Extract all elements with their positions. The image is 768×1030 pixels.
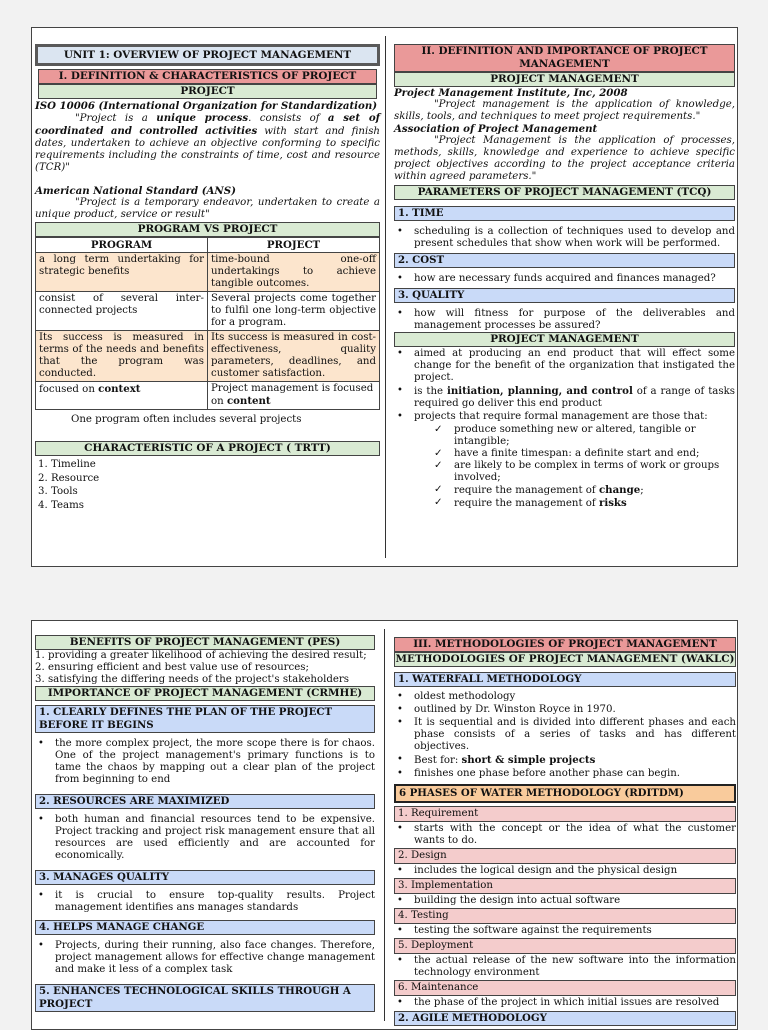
table-cell: time-bound one-off undertakings to achieve tangible outcomes. xyxy=(208,253,380,292)
pm-section-label: PROJECT MANAGEMENT xyxy=(394,332,735,347)
cost-list xyxy=(394,273,735,285)
pmi-quote: "Project management is the application of knowledge, skills, tools, and techniques to meet project requirements." xyxy=(394,99,735,122)
waklc-title: METHODOLOGIES OF PROJECT MANAGEMENT (WAKLC) xyxy=(395,653,735,665)
trtt-title: CHARACTERISTIC OF A PROJECT ( TRTT) xyxy=(35,441,380,456)
importance-heading-4: 4. HELPS MANAGE CHANGE xyxy=(35,920,375,935)
list-item: • is the initiation, planning, and control of a range of tasks required go deliver this end product xyxy=(394,385,735,410)
list-item: • the actual release of the new software into the information technology environment xyxy=(394,955,736,979)
crmhe-title: IMPORTANCE OF PROJECT MANAGEMENT (CRMHE) xyxy=(35,686,375,701)
list-item: • starts with the concept or the idea of what the customer wants to do. xyxy=(394,823,736,847)
tcq-title: PARAMETERS OF PROJECT MANAGEMENT (TCQ) xyxy=(394,185,735,200)
checklist-item: ✓ require the management of risks xyxy=(434,497,735,510)
checklist-item: ✓ produce something new or altered, tangible or intangible; xyxy=(434,424,735,448)
list-item: • aimed at producing an end product that will effect some change for the benefit of the organization that instigated the project. xyxy=(394,348,735,384)
phase-list xyxy=(394,955,736,979)
iso-quote: "Project is a unique process. consists of a set of coordinated and controlled activities with start and finish dates, undertaken to achieve an objective conforming to specific requirements including the constraints of time, cost and resource (TCR)" xyxy=(35,112,380,173)
waterfall-list xyxy=(394,691,736,780)
list-item: • how will fitness for purpose of the deliverables and management processes be assured? xyxy=(394,308,735,332)
list-item: • the phase of the project in which initial issues are resolved xyxy=(394,997,736,1009)
cost-heading: 2. COST xyxy=(394,253,735,268)
apm-quote: "Project Management is the application of processes, methods, skills, knowledge and experience to achieve specific project objectives according to the project acceptance criteria within agreed parameters." xyxy=(394,135,735,182)
page2-left-column xyxy=(35,635,375,1012)
page2-right-column xyxy=(394,637,736,1026)
trtt-list xyxy=(35,458,380,512)
importance-heading-3: 3. MANAGES QUALITY xyxy=(35,870,375,885)
table-header-program: PROGRAM xyxy=(36,238,208,253)
list-item: 3. Tools xyxy=(38,486,78,497)
importance-heading-5: 5. ENHANCES TECHNOLOGICAL SKILLS THROUGH A PROJECT xyxy=(35,984,375,1012)
phase-heading-maintenance: 6. Maintenance xyxy=(394,980,736,996)
list-item: • both human and financial resources tend to be expensive. Project tracking and project risk management ensure that all resources are used efficiently and are accounted for economically. xyxy=(35,814,375,862)
unit-title: UNIT 1: OVERVIEW OF PROJECT MANAGEMENT xyxy=(35,44,380,66)
phase-list xyxy=(394,925,736,937)
importance-list-4 xyxy=(35,940,375,976)
page1-right-column xyxy=(394,44,735,510)
phase-list xyxy=(394,865,736,877)
program-vs-project-table xyxy=(35,237,380,410)
list-item: • testing the software against the requirements xyxy=(394,925,736,937)
time-heading: 1. TIME xyxy=(394,206,735,221)
importance-list-2 xyxy=(35,814,375,862)
table-row xyxy=(36,331,380,382)
list-item: • It is sequential and is divided into different phases and each phase consists of a series of tasks and has different objectives. xyxy=(394,717,736,753)
pes-title: BENEFITS OF PROJECT MANAGEMENT (PES) xyxy=(35,635,375,650)
table-header-project: PROJECT xyxy=(208,238,380,253)
checklist-item: ✓ require the management of change; xyxy=(434,484,735,497)
phase-heading-implementation: 3. Implementation xyxy=(394,878,736,894)
apm-source: Association of Project Management xyxy=(394,123,598,135)
list-item: 1. providing a greater likelihood of achieving the desired result; xyxy=(35,650,367,661)
table-row xyxy=(36,382,380,410)
list-item: • outlined by Dr. Winston Royce in 1970. xyxy=(394,704,736,716)
table-cell: a long term undertaking for strategic benefits xyxy=(36,253,208,292)
project-label: PROJECT xyxy=(38,84,377,99)
ans-quote: "Project is a temporary endeavor, undertaken to create a unique product, service or result" xyxy=(35,197,380,220)
list-item: 3. satisfying the differing needs of the project's stakeholders xyxy=(35,674,350,685)
quality-heading: 3. QUALITY xyxy=(394,288,735,303)
document-page-2 xyxy=(31,620,738,1030)
list-item: • building the design into actual software xyxy=(394,895,736,907)
phase-heading-requirement: 1. Requirement xyxy=(394,806,736,822)
list-item: • includes the logical design and the physical design xyxy=(394,865,736,877)
list-item: • projects that require formal management are those that: xyxy=(394,411,735,423)
formal-management-checklist xyxy=(434,424,735,510)
table-cell: Its success is measured in cost-effectiveness, quality parameters, deadlines, and customer satisfaction. xyxy=(208,331,380,382)
phase-list xyxy=(394,895,736,907)
phase-list xyxy=(394,997,736,1009)
table-row xyxy=(36,253,380,292)
pes-list xyxy=(35,650,375,686)
ans-source: American National Standard (ANS) xyxy=(35,185,236,197)
phase-list xyxy=(394,823,736,847)
list-item: • it is crucial to ensure top-quality results. Project management identifies ans manages standards xyxy=(35,890,375,914)
document-page-1 xyxy=(31,27,738,567)
list-item: 2. ensuring efficient and best value use of resources; xyxy=(35,662,309,673)
program-note: One program often includes several projects xyxy=(71,414,302,425)
phase-heading-testing: 4. Testing xyxy=(394,908,736,924)
list-item: • how are necessary funds acquired and finances managed? xyxy=(394,273,735,285)
time-list xyxy=(394,226,735,250)
pmi-source: Project Management Institute, Inc, 2008 xyxy=(394,87,628,99)
importance-heading-1: 1. CLEARLY DEFINES THE PLAN OF THE PROJECT BEFORE IT BEGINS xyxy=(35,705,375,733)
phase-heading-design: 2. Design xyxy=(394,848,736,864)
waterfall-heading: 1. WATERFALL METHODOLOGY xyxy=(394,672,736,687)
quality-list xyxy=(394,308,735,332)
pm-label: PROJECT MANAGEMENT xyxy=(394,72,735,87)
section3-title: III. METHODOLOGIES OF PROJECT MANAGEMENT xyxy=(394,637,736,652)
list-item: 4. Teams xyxy=(38,499,84,511)
list-item: • Projects, during their running, also face changes. Therefore, project management allows for effective change management and make it less of a complex task xyxy=(35,940,375,976)
list-item: • oldest methodology xyxy=(394,691,736,703)
table-cell: focused on context xyxy=(36,382,208,410)
checklist-item: ✓ have a finite timespan: a definite start and end; xyxy=(434,448,735,460)
phases-title: 6 PHASES OF WATER METHODOLOGY (RDITDM) xyxy=(394,784,736,803)
table-cell: Project management is focused on content xyxy=(208,382,380,410)
list-item: • the more complex project, the more scope there is for chaos. One of the project management's primary functions is to tame the chaos by mapping out a clear plan of the project from beginning to end xyxy=(35,738,375,786)
page1-left-column xyxy=(35,44,380,512)
table-row xyxy=(36,292,380,331)
importance-heading-2: 2. RESOURCES ARE MAXIMIZED xyxy=(35,794,375,809)
table-cell: consist of several inter-connected projects xyxy=(36,292,208,331)
column-divider xyxy=(384,629,385,1021)
phase-heading-deployment: 5. Deployment xyxy=(394,938,736,954)
iso-source: ISO 10006 (International Organization for Standardization) xyxy=(35,100,378,112)
agile-heading: 2. AGILE METHODOLOGY xyxy=(394,1011,736,1026)
checklist-item: ✓ are likely to be complex in terms of work or groups involved; xyxy=(434,460,735,484)
section1-title: I. DEFINITION & CHARACTERISTICS OF PROJECT xyxy=(38,69,377,84)
table-cell: Its success is measured in terms of the needs and benefits that the program was conducted. xyxy=(36,331,208,382)
section2-title: II. DEFINITION AND IMPORTANCE OF PROJECT MANAGEMENT xyxy=(394,44,735,72)
list-item: • finishes one phase before another phase can begin. xyxy=(394,768,736,780)
importance-list-3 xyxy=(35,890,375,914)
list-item: 1. Timeline xyxy=(38,459,96,470)
importance-list-1 xyxy=(35,738,375,786)
program-vs-project-title: PROGRAM VS PROJECT xyxy=(35,222,380,237)
column-divider xyxy=(385,36,386,558)
table-cell: Several projects come together to fulfil one long-term objective for a program. xyxy=(208,292,380,331)
pm-list xyxy=(394,348,735,423)
list-item: 2. Resource xyxy=(38,472,100,484)
list-item: • Best for: short & simple projects xyxy=(394,754,736,767)
list-item: • scheduling is a collection of techniques used to develop and present schedules that show when work will be performed. xyxy=(394,226,735,250)
